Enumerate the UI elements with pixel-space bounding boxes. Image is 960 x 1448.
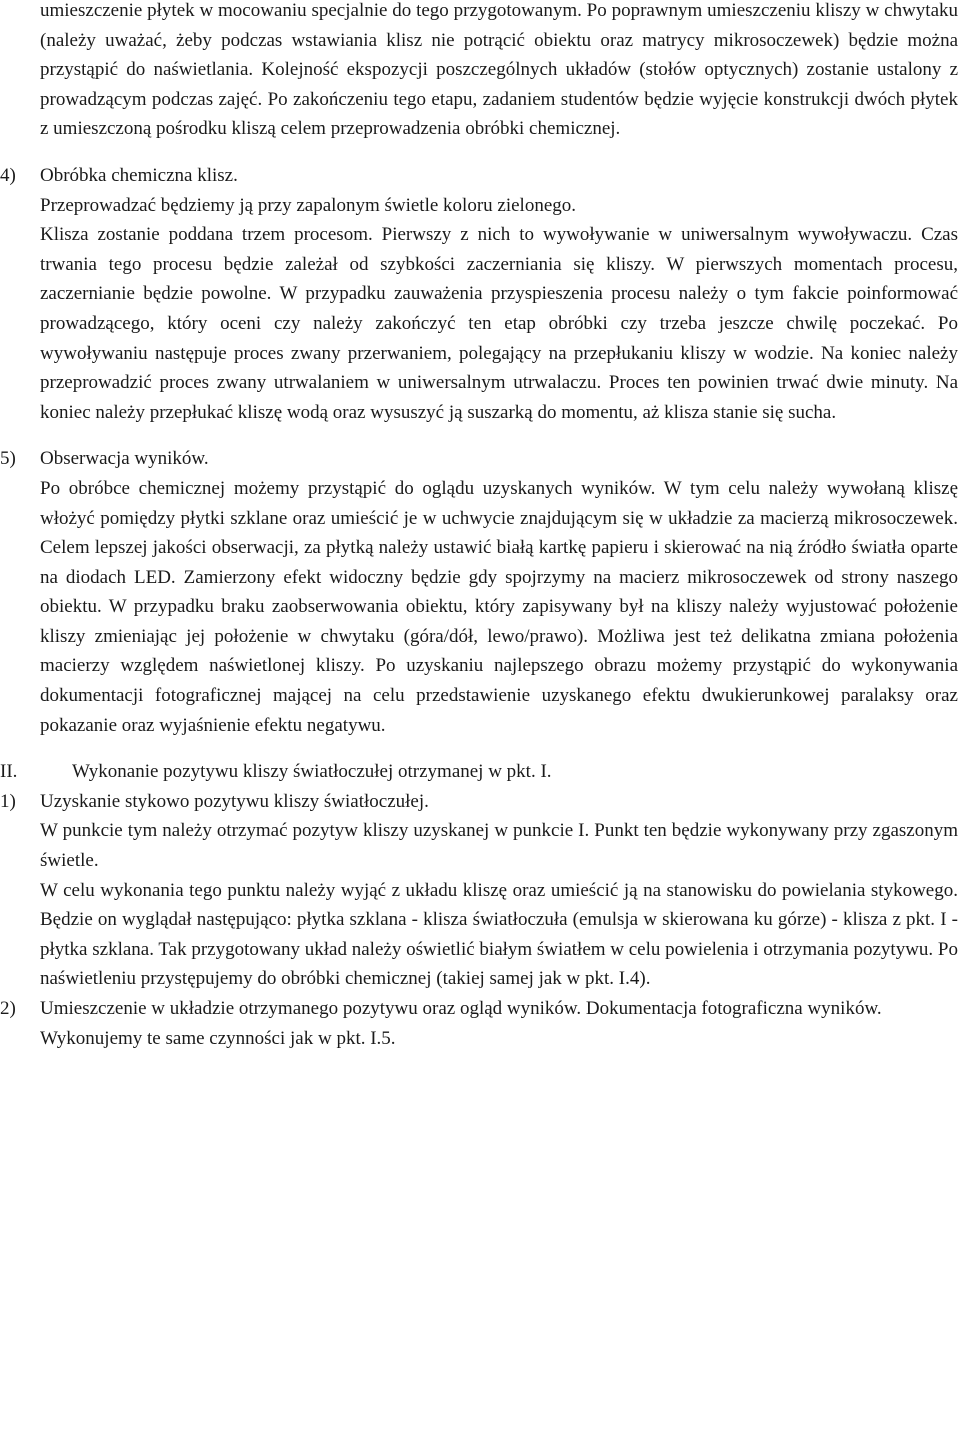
section-5-number: 5) bbox=[0, 448, 16, 470]
section-ii-number: II. bbox=[0, 761, 18, 783]
section-ii-1-heading bbox=[0, 787, 960, 817]
section-4-line: Przeprowadzać będziemy ją przy zapalonym świetle koloru zielonego. bbox=[40, 194, 577, 216]
section-4-number: 4) bbox=[0, 164, 16, 186]
section-ii-1-body-2: W celu wykonania tego punktu należy wyjąć z układu kliszę oraz umieścić ją na stanowisku do powielania stykowego. Będzie on wyglądał następująco: płytka szklana - klisza światłoczuła (emulsja w skierowana ku górze) - klisza z pkt. I - płytka szklana. Tak przygotowany układ należy oświetlić białym światłem w celu powielenia i otrzymania pozytywu. Po naświetleniu przystępujemy do obróbki chemicznej (takiej samej jak w pkt. I.4). bbox=[40, 879, 958, 990]
section-4-heading bbox=[0, 161, 960, 191]
section-ii-2-heading bbox=[0, 994, 960, 1024]
section-ii-title: Wykonanie pozytywu kliszy światłoczułej otrzymanej w pkt. I. bbox=[72, 761, 552, 783]
section-ii-heading bbox=[0, 757, 960, 787]
section-ii-2-body: Wykonujemy te same czynności jak w pkt. I.5. bbox=[40, 1027, 396, 1049]
section-5-body: Po obróbce chemicznej możemy przystąpić do oglądu uzyskanych wyników. W tym celu należy wywołaną kliszę włożyć pomiędzy płytki szklane oraz umieścić je w uchwycie znajdującym się w układzie za macierzą mikrosoczewek. Celem lepszej jakości obserwacji, za płytką należy ustawić białą kartkę papieru i skierować na nią źródło światła oparte na diodach LED. Zamierzony efekt widoczny będzie gdy spojrzymy na macierz mikrosoczewek od strony naszego obiektu. W przypadku braku zaobserwowania obiektu, który zapisywany był na kliszy należy wyjustować położenie kliszy zmieniając jej położenie w chwytaku (góra/dół, lewo/prawo). Możliwa jest też delikatna zmiana położenia macierzy względem naświetlonej kliszy. Po uzyskaniu najlepszego obrazu możemy przystąpić do wykonywania dokumentacji fotograficznej mającej na celu przedstawienie uzyskanego efektu dwukierunkowej paralaksy oraz pokazanie oraz wyjaśnienie efektu negatywu. bbox=[40, 477, 958, 736]
section-4-title: Obróbka chemiczna klisz. bbox=[40, 164, 238, 186]
section-4-body: Klisza zostanie poddana trzem procesom. Pierwszy z nich to wywoływanie w uniwersalnym wywoływaczu. Czas trwania tego procesu będzie zależał od szybkości zaczerniania się kliszy. W pierwszych momentach procesu, zaczernianie będzie powolne. W przypadku zauważenia przyspieszenia procesu należy o tym fakcie poinformować prowadzącego, który oceni czy należy zakończyć ten etap obróbki czy trzeba jeszcze chwilę poczekać. Po wywoływaniu następuje proces zwany przerwaniem, polegający na przepłukaniu kliszy w wodzie. Na koniec należy przeprowadzić proces zwany utrwalaniem w uniwersalnym utrwalaczu. Proces ten powinien trwać dwie minuty. Na koniec należy przepłukać kliszę wodą oraz wysuszyć ją suszarką do momentu, aż klisza stanie się sucha. bbox=[40, 224, 958, 423]
section-5-title: Obserwacja wyników. bbox=[40, 448, 209, 470]
intro-paragraph: umieszczenie płytek w mocowaniu specjalnie do tego przygotowanym. Po poprawnym umieszczeniu kliszy w chwytaku (należy uważać, żeby podczas wstawiania klisz nie potrącić obiektu oraz matrycy mikrosoczewek) będzie można przystąpić do naświetlania. Kolejność ekspozycji poszczególnych układów (stołów optycznych) zostanie ustalony z prowadzącym podczas zajęć. Po zakończeniu tego etapu, zadaniem studentów będzie wyjęcie konstrukcji dwóch płytek z umieszczoną pośrodku kliszą celem przeprowadzenia obróbki chemicznej. bbox=[40, 0, 958, 140]
section-ii-2-title: Umieszczenie w układzie otrzymanego pozytywu oraz ogląd wyników. Dokumentacja fotograficzna wyników. bbox=[40, 998, 882, 1019]
section-5-heading bbox=[0, 444, 960, 474]
section-ii-1-body-1: W punkcie tym należy otrzymać pozytyw kliszy uzyskanej w punkcie I. Punkt ten będzie wykonywany przy zgaszonym świetle. bbox=[40, 820, 958, 872]
section-ii-2-number: 2) bbox=[0, 998, 16, 1019]
section-ii-1-title: Uzyskanie stykowo pozytywu kliszy światłoczułej. bbox=[40, 790, 429, 812]
section-ii-1-number: 1) bbox=[0, 790, 16, 812]
